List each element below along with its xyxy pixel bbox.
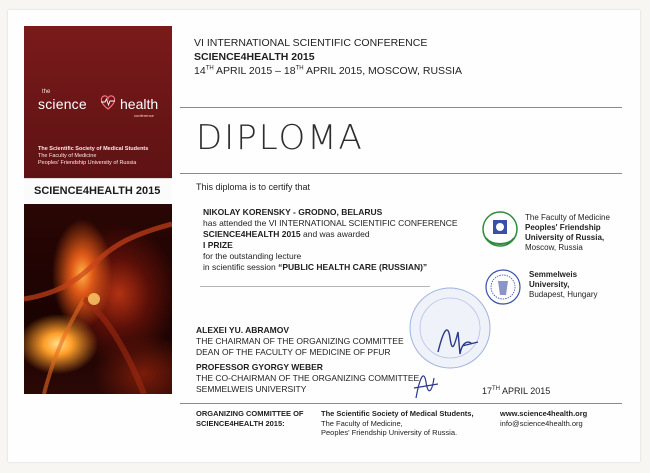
footer-committee [196, 409, 304, 428]
institution-line: Budapest, Hungary [529, 290, 598, 299]
heart-logo-icon [98, 92, 118, 112]
footer-society-line: The Scientific Society of Medical Students, [321, 409, 474, 418]
diploma-title: DIPLOMA [196, 118, 364, 158]
date-end-sup: TH [295, 65, 304, 72]
award-block [203, 207, 458, 273]
footer-committee-line: ORGANIZING COMMITTEE OF [196, 409, 304, 418]
issue-day: 17 [482, 386, 493, 396]
prize: I PRIZE [203, 240, 233, 250]
institution-line: Moscow, Russia [525, 243, 583, 252]
signatory-1 [196, 325, 404, 358]
date-start-sup: TH [205, 65, 214, 72]
footer-society-line: The Faculty of Medicine, [321, 418, 403, 428]
date-middle: APRIL 2015 – 18 [213, 65, 296, 77]
email-link[interactable]: info@science4health.org [500, 418, 583, 428]
conference-name: SCIENCE4HEALTH 2015 [194, 51, 315, 63]
title-rule [180, 173, 622, 174]
signatory-name: ALEXEI YU. ABRAMOV [196, 325, 290, 335]
session-prefix: in scientific session [203, 262, 279, 272]
institution-line: University of Russia, [525, 233, 605, 242]
footer-society [321, 409, 474, 438]
attended-line: has attended the VI INTERNATIONAL SCIENTIFIC CONFERENCE [203, 218, 458, 228]
institution-line: The Faculty of Medicine [525, 213, 610, 222]
banner-photo [24, 204, 172, 394]
award-conference: SCIENCE4HEALTH 2015 [203, 229, 301, 239]
logo-small-text: the [42, 89, 51, 95]
logo-sub-text: conference [134, 113, 154, 118]
left-banner [24, 26, 172, 394]
signatory-role: THE CO-CHAIRMAN OF THE ORGANIZING COMMITTEE [196, 373, 420, 383]
banner-society-line: The Scientific Society of Medical Students [38, 146, 149, 152]
banner-society-line: Peoples' Friendship University of Russia [38, 160, 137, 166]
award-conjunction: and was awarded [300, 229, 370, 239]
signatory-name: PROFESSOR GYORGY WEBER [196, 362, 323, 372]
banner-title-strip [24, 178, 172, 206]
award-rule [200, 286, 430, 287]
conference-line: VI INTERNATIONAL SCIENTIFIC CONFERENCE [194, 37, 428, 49]
session-name: “PUBLIC HEALTH CARE (RUSSIAN)” [278, 262, 428, 272]
issue-sup: TH [492, 386, 501, 392]
session-line [203, 262, 458, 273]
vessel-illustration [24, 204, 172, 394]
institution-line: Peoples' Friendship [525, 223, 601, 232]
issue-date [482, 384, 550, 397]
lecture-line: for the outstanding lecture [203, 251, 302, 261]
signatory-role: THE CHAIRMAN OF THE ORGANIZING COMMITTEE [196, 336, 404, 346]
institution-line: University, [529, 280, 570, 289]
footer-committee-line: SCIENCE4HEALTH 2015: [196, 418, 285, 428]
rudn-emblem-icon [477, 208, 523, 254]
signatory-role: SEMMELWEIS UNIVERSITY [196, 384, 307, 394]
header-rule [180, 107, 622, 108]
signatory-role: DEAN OF THE FACULTY OF MEDICINE OF PFUR [196, 347, 391, 357]
institution-line: Semmelweis [529, 270, 578, 279]
footer-society-line: Peoples' Friendship University of Russia. [321, 428, 458, 437]
conference-dates [194, 65, 462, 77]
footer-rule [180, 403, 622, 404]
abramov-signature [432, 318, 482, 364]
banner-society-line: The Faculty of Medicine [38, 153, 97, 159]
institution-pfur [525, 213, 610, 253]
issue-rest: APRIL 2015 [500, 386, 551, 396]
banner-title: SCIENCE4HEALTH 2015 [34, 185, 161, 197]
footer-contacts [500, 409, 587, 428]
date-end: APRIL 2015, MOSCOW, RUSSIA [303, 65, 462, 77]
logo-word-science: science [38, 96, 87, 112]
signatory-2 [196, 362, 419, 395]
certify-text: This diploma is to certify that [196, 182, 311, 192]
banner-society [38, 146, 148, 167]
institution-semmelweis [529, 270, 598, 300]
logo-word-health: health [120, 96, 159, 112]
recipient-name: NIKOLAY KORENSKY - GRODNO, BELARUS [203, 207, 383, 217]
date-start-day: 14 [194, 65, 206, 77]
banner-logo-area [24, 26, 172, 178]
conference-award-line [203, 229, 458, 240]
website-link[interactable]: www.science4health.org [500, 409, 588, 418]
